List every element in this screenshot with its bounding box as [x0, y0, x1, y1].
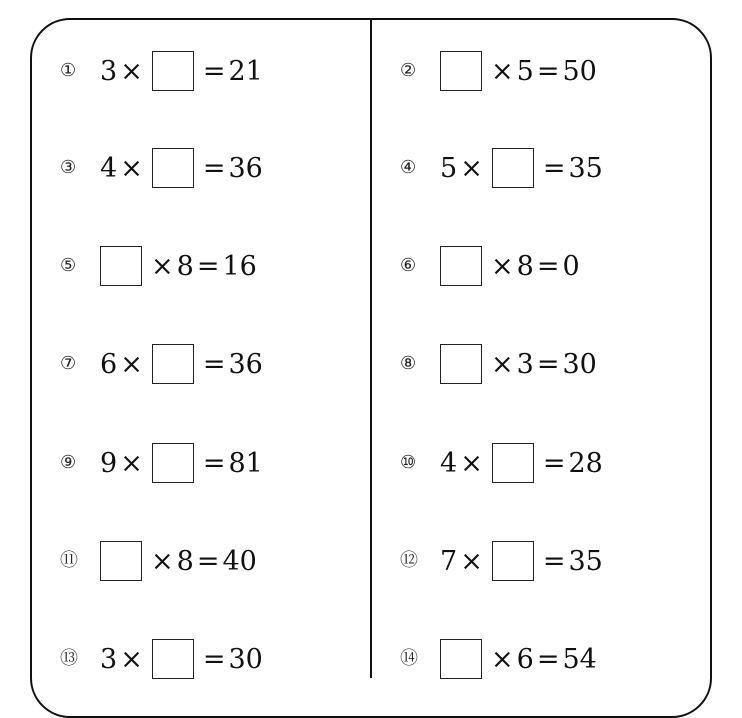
- equals-sign: =: [202, 152, 226, 184]
- times-sign: ×: [491, 250, 514, 282]
- equals-sign: =: [202, 447, 226, 479]
- equation: [440, 639, 597, 679]
- answer-box[interactable]: [492, 541, 534, 581]
- times-sign: ×: [120, 152, 143, 184]
- factor-a: 5: [440, 152, 458, 184]
- equals-sign: =: [202, 643, 226, 675]
- equals-sign: =: [536, 250, 560, 282]
- problem-number: ⑭: [400, 648, 418, 669]
- times-sign: ×: [120, 348, 143, 380]
- problem-number: ⑩: [400, 452, 417, 473]
- answer-box[interactable]: [100, 246, 142, 286]
- problem-number: ①: [60, 60, 77, 81]
- problem-number: ⑬: [60, 648, 78, 669]
- problem-number: ⑦: [60, 353, 77, 374]
- equation: [100, 51, 263, 91]
- equals-sign: =: [196, 545, 220, 577]
- factor-a: 9: [100, 447, 118, 479]
- problem-11: [60, 538, 257, 584]
- result: 81: [228, 447, 263, 479]
- answer-box[interactable]: [440, 639, 482, 679]
- answer-box[interactable]: [152, 51, 194, 91]
- answer-box[interactable]: [100, 541, 142, 581]
- problem-number: ③: [60, 157, 77, 178]
- factor-b: 3: [516, 348, 534, 380]
- result: 36: [228, 348, 263, 380]
- column-divider: [370, 18, 372, 678]
- factor-a: 4: [100, 152, 118, 184]
- problem-7: [60, 341, 263, 387]
- equals-sign: =: [196, 250, 220, 282]
- factor-b: 6: [516, 643, 534, 675]
- times-sign: ×: [491, 348, 514, 380]
- equation: [100, 639, 263, 679]
- equals-sign: =: [536, 643, 560, 675]
- equals-sign: =: [542, 545, 566, 577]
- problem-14: [400, 636, 597, 682]
- times-sign: ×: [120, 447, 143, 479]
- equals-sign: =: [542, 152, 566, 184]
- times-sign: ×: [491, 55, 514, 87]
- problem-9: [60, 440, 263, 486]
- equation: [440, 541, 603, 581]
- problem-5: [60, 243, 257, 289]
- problem-8: [400, 341, 597, 387]
- result: 16: [222, 250, 257, 282]
- problem-number: ④: [400, 157, 417, 178]
- equals-sign: =: [536, 348, 560, 380]
- factor-b: 5: [516, 55, 534, 87]
- problem-number: ⑪: [60, 550, 78, 571]
- answer-box[interactable]: [492, 148, 534, 188]
- factor-b: 8: [516, 250, 534, 282]
- times-sign: ×: [460, 447, 483, 479]
- equals-sign: =: [542, 447, 566, 479]
- times-sign: ×: [120, 55, 143, 87]
- problem-number: ②: [400, 60, 417, 81]
- problem-number: ⑫: [400, 550, 418, 571]
- answer-box[interactable]: [492, 443, 534, 483]
- times-sign: ×: [151, 250, 174, 282]
- equation: [440, 148, 603, 188]
- result: 30: [562, 348, 597, 380]
- factor-a: 6: [100, 348, 118, 380]
- result: 35: [568, 152, 603, 184]
- result: 0: [562, 250, 580, 282]
- problem-number: ⑥: [400, 255, 417, 276]
- answer-box[interactable]: [440, 51, 482, 91]
- factor-a: 4: [440, 447, 458, 479]
- times-sign: ×: [120, 643, 143, 675]
- factor-a: 3: [100, 55, 118, 87]
- result: 35: [568, 545, 603, 577]
- factor-a: 7: [440, 545, 458, 577]
- problem-3: [60, 145, 263, 191]
- problem-12: [400, 538, 603, 584]
- equals-sign: =: [536, 55, 560, 87]
- answer-box[interactable]: [152, 148, 194, 188]
- result: 50: [562, 55, 597, 87]
- problem-2: [400, 48, 597, 94]
- equation: [440, 443, 603, 483]
- equals-sign: =: [202, 348, 226, 380]
- equation: [440, 344, 597, 384]
- equation: [440, 51, 597, 91]
- result: 30: [228, 643, 263, 675]
- answer-box[interactable]: [440, 344, 482, 384]
- answer-box[interactable]: [440, 246, 482, 286]
- answer-box[interactable]: [152, 443, 194, 483]
- equals-sign: =: [202, 55, 226, 87]
- times-sign: ×: [460, 152, 483, 184]
- equation: [440, 246, 580, 286]
- result: 21: [228, 55, 263, 87]
- equation: [100, 344, 263, 384]
- result: 54: [562, 643, 597, 675]
- problem-4: [400, 145, 603, 191]
- times-sign: ×: [151, 545, 174, 577]
- times-sign: ×: [491, 643, 514, 675]
- answer-box[interactable]: [152, 639, 194, 679]
- factor-b: 8: [176, 250, 194, 282]
- equation: [100, 148, 263, 188]
- answer-box[interactable]: [152, 344, 194, 384]
- times-sign: ×: [460, 545, 483, 577]
- problem-6: [400, 243, 580, 289]
- problem-13: [60, 636, 263, 682]
- equation: [100, 443, 263, 483]
- problem-1: [60, 48, 263, 94]
- result: 40: [222, 545, 257, 577]
- problem-number: ⑧: [400, 353, 417, 374]
- problem-number: ⑤: [60, 255, 77, 276]
- factor-a: 3: [100, 643, 118, 675]
- equation: [100, 246, 257, 286]
- factor-b: 8: [176, 545, 194, 577]
- equation: [100, 541, 257, 581]
- problem-number: ⑨: [60, 452, 77, 473]
- result: 28: [568, 447, 603, 479]
- result: 36: [228, 152, 263, 184]
- problem-10: [400, 440, 603, 486]
